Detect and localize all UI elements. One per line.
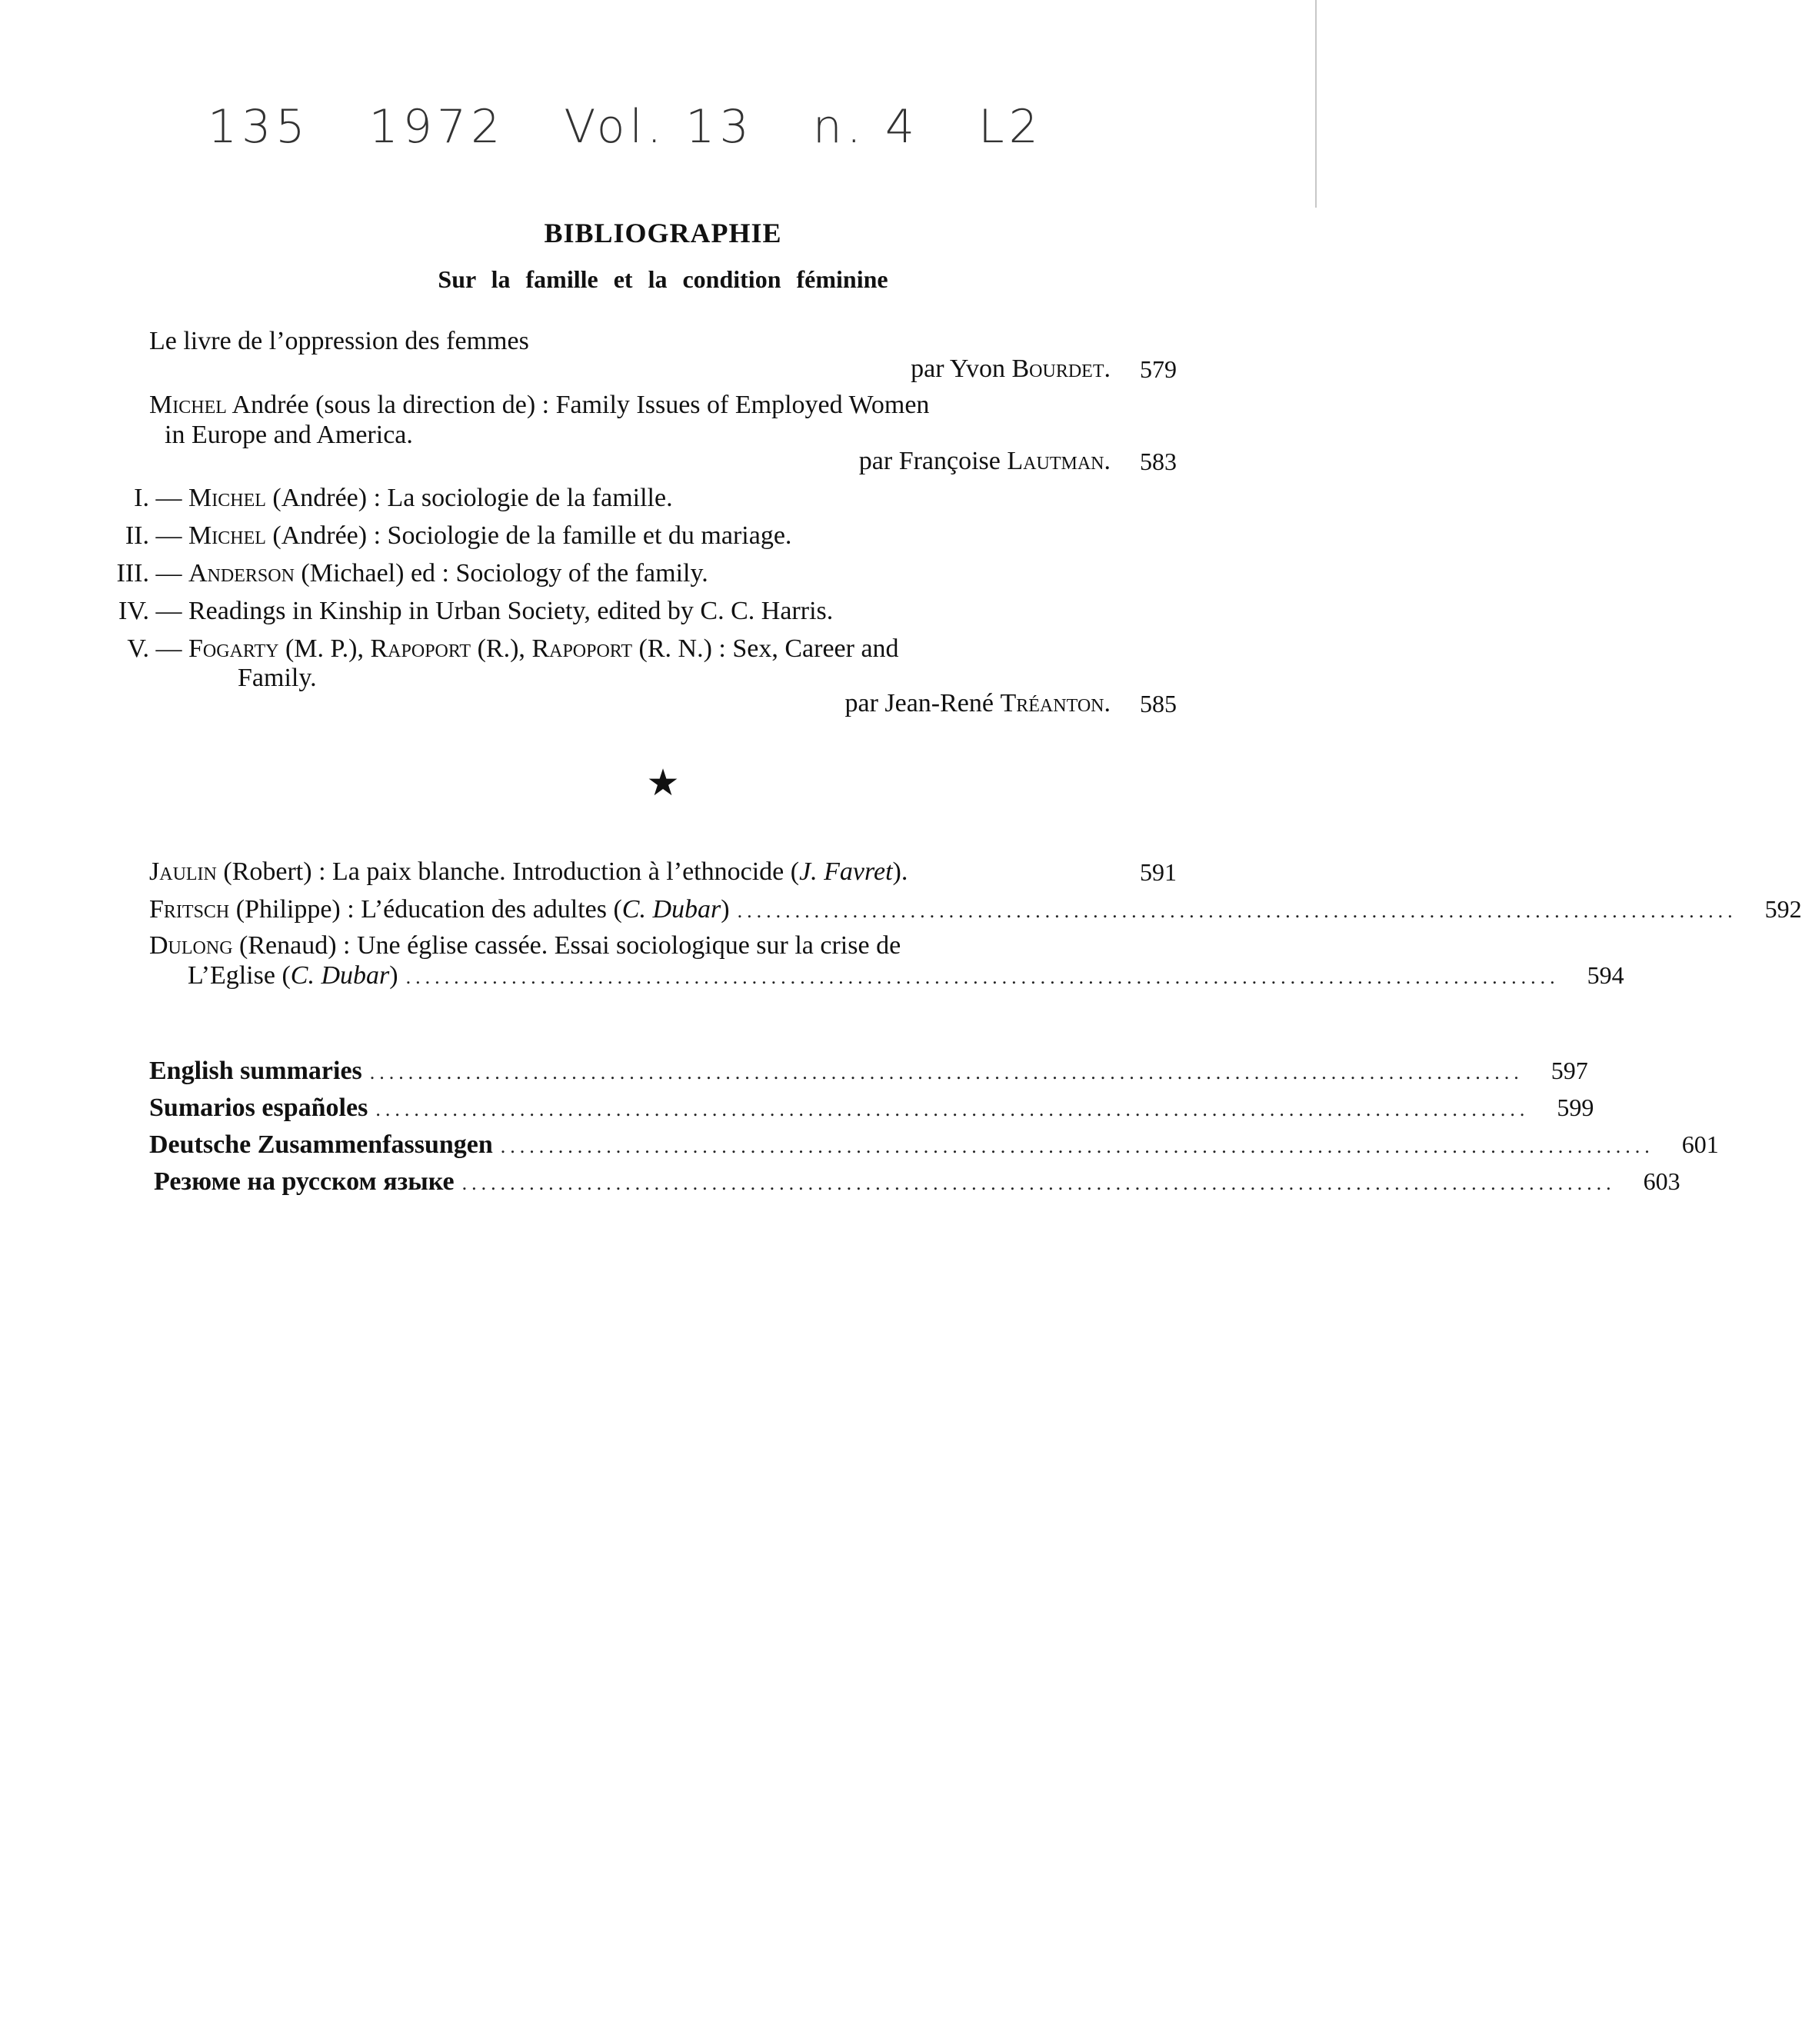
page-number: 591 xyxy=(1140,858,1177,886)
page-number: 603 xyxy=(1643,1167,1680,1195)
leader-dots: ........................................................................................................................ xyxy=(461,1172,1616,1194)
leader-dots: ........................................................................................................................ xyxy=(405,966,1560,988)
review-dulong-line-2 xyxy=(188,958,1624,994)
entry-1-byline xyxy=(149,352,1177,386)
entry-2-line-1 xyxy=(149,388,1177,422)
summary-label: English summaries xyxy=(149,1057,362,1085)
page-number: 579 xyxy=(1140,355,1177,383)
reviewer-name: C. Dubar xyxy=(621,895,721,924)
star-separator: ★ xyxy=(646,761,680,804)
summary-german xyxy=(149,1127,1719,1163)
byline-name: Lautman. xyxy=(1007,447,1111,475)
author-name: Anderson xyxy=(188,559,295,588)
item-text: (M. P.), xyxy=(278,634,371,663)
page-number: 597 xyxy=(1551,1057,1588,1084)
summary-english xyxy=(149,1054,1588,1090)
item-number: I. xyxy=(134,484,149,512)
review-fritsch xyxy=(149,892,1802,928)
author-name: Dulong xyxy=(149,931,233,960)
item-v: V. — Fogarty (M. P.), Rapoport (R.), Rapoport (R. N.) : Sex, Career and xyxy=(74,632,1101,666)
summary-label: Sumarios españoles xyxy=(149,1094,368,1122)
item-ii: II. — Michel (Andrée) : Sociologie de la famille et du mariage. xyxy=(74,519,1101,553)
review-label xyxy=(188,959,398,993)
byline-prefix: par Jean-René xyxy=(844,689,1001,717)
page-subtitle: Sur la famille et la condition féminine xyxy=(438,265,888,293)
entry-2-line-2: in Europe and America. xyxy=(165,421,413,449)
page-number: 592 xyxy=(1764,895,1802,923)
item-text: (R. N.) : Sex, Career and xyxy=(632,634,899,663)
hand-note-part: 1972 xyxy=(368,100,505,154)
author-name: Fritsch xyxy=(149,895,230,924)
summary-label: Deutsche Zusammenfassungen xyxy=(149,1130,493,1159)
item-number: IV. xyxy=(118,597,149,625)
review-text: ) xyxy=(721,895,730,924)
item-number: V. xyxy=(127,634,149,663)
page-number: 594 xyxy=(1587,961,1624,989)
page-title: BIBLIOGRAPHIE xyxy=(544,218,782,248)
entry-text: Andrée (sous la direction de) : Family Issues of Employed Women xyxy=(226,391,930,419)
review-text: (Robert) : La paix blanche. Introduction à l’ethnocide ( xyxy=(216,857,800,886)
entry-1-title: Le livre de l’oppression des femmes xyxy=(149,327,529,355)
byline-prefix: par Françoise xyxy=(858,447,1008,475)
leader-dots: ........................................................................................................................ xyxy=(369,1061,1524,1084)
item-text: (Michael) ed : Sociology of the family. xyxy=(294,559,708,588)
reviewer-name: C. Dubar xyxy=(290,961,390,990)
leader-dots: ........................................................................................................................ xyxy=(500,1135,1654,1157)
page-number: 599 xyxy=(1557,1094,1594,1121)
byline-name: Tréanton. xyxy=(1000,689,1111,717)
review-text: L’Eglise ( xyxy=(188,961,291,990)
review-jaulin xyxy=(149,855,1177,889)
page-number: 585 xyxy=(1140,690,1177,717)
item-v-line-2: Family. xyxy=(238,664,317,692)
review-text: (Philippe) : L’éducation des adultes ( xyxy=(229,895,622,924)
author-name: Michel xyxy=(149,391,227,419)
summary-label: Резюме на русском языке xyxy=(154,1167,455,1196)
item-iii: III. — Anderson (Michael) ed : Sociology of the family. xyxy=(74,557,1101,591)
hand-note-part: Vol. 13 xyxy=(564,100,754,154)
item-number: II. xyxy=(125,521,149,550)
reviewer-name: J. Favret xyxy=(799,857,893,886)
byline-prefix: par Yvon xyxy=(911,355,1012,383)
page-number: 583 xyxy=(1140,448,1177,475)
review-label xyxy=(149,893,730,927)
review-text: ). xyxy=(892,857,908,886)
item-number: III. xyxy=(116,559,149,588)
review-text: (Renaud) : Une église cassée. Essai sociologique sur la crise de xyxy=(232,931,901,960)
item-text: (R.), xyxy=(471,634,532,663)
summary-russian xyxy=(154,1164,1680,1200)
leader-dots: ........................................................................................................ xyxy=(737,900,1737,922)
item-i: I. — Michel (Andrée) : La sociologie de la famille. xyxy=(74,481,1101,515)
entry-2-byline xyxy=(149,444,1177,478)
leader-dots: ........................................................................................................................ xyxy=(375,1098,1530,1120)
item-text: (Andrée) : Sociologie de la famille et du mariage. xyxy=(265,521,792,550)
item-text: (Andrée) : La sociologie de la famille. xyxy=(265,484,673,512)
author-name: Jaulin xyxy=(149,857,217,886)
author-name: Michel xyxy=(188,521,266,550)
summary-spanish xyxy=(149,1090,1594,1127)
author-name: Fogarty xyxy=(188,634,279,663)
hand-note-part: n. 4 xyxy=(812,100,920,154)
author-name: Rapoport xyxy=(370,634,471,663)
hand-note-part: 135 xyxy=(208,100,310,154)
item-iv: IV. — Readings in Kinship in Urban Society, edited by C. C. Harris. xyxy=(74,594,1101,628)
byline-name: Bourdet. xyxy=(1011,355,1111,383)
item-text: Readings in Kinship in Urban Society, edited by C. C. Harris. xyxy=(188,597,834,625)
scan-edge-line xyxy=(1315,0,1317,208)
review-text: ) xyxy=(389,961,398,990)
author-name: Michel xyxy=(188,484,266,512)
page-number: 601 xyxy=(1681,1130,1719,1158)
item-v-byline xyxy=(149,687,1177,721)
hand-note-part: L2 xyxy=(978,100,1043,154)
author-name: Rapoport xyxy=(531,634,633,663)
handwritten-call-number xyxy=(208,100,1092,154)
